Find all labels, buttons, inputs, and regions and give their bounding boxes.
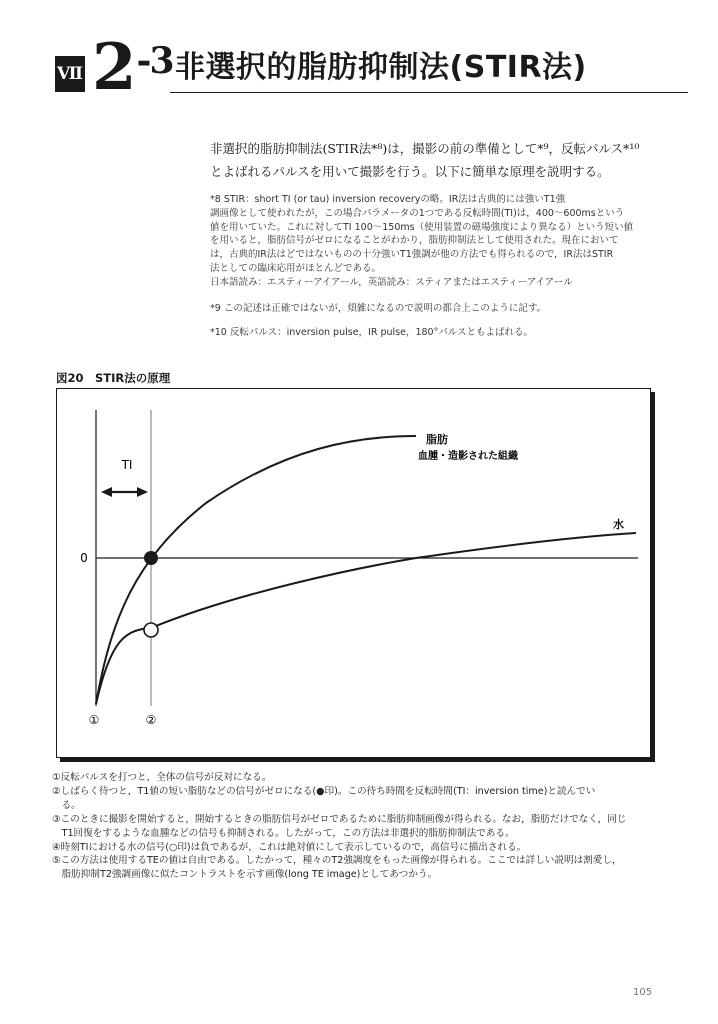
fat-curve-label: 脂肪 (426, 433, 448, 446)
zero-label: 0 (80, 551, 88, 565)
title-rule (170, 92, 688, 93)
water-point-icon (144, 623, 158, 637)
figure-captions: ①反転パルスを打つと，全体の信号が反対になる。 ②しばらく待つと，T1値の短い脂肪などの信号がゼロになる(●印)。この待ち時間を反転時間(TI：inversion time)と読んでい る。 ③このときに撮影を開始すると，開始するときの脂肪信号がゼロであるために脂肪抑制画像が得られる。なお，脂肪だけでなく，同じ T1回復をするような血腫などの信号も抑制される。したがって，この方法は非選択的脂肪抑制法である。 ④時刻TIにおける水の信号(○印)は負であるが，これは絶対値にして表示しているので，高信号に描出される。 ⑤この方法は使用するTEの値は自由である。したかって，種々のT2強調度をもった画像が得られる。ここでは詳しい説明は割愛し， 脂肪抑制T2強調画像に似たコントラストを示す画像(long TE image)としてあつかう。 (52, 772, 627, 881)
ti-arrow-right-head (137, 487, 148, 497)
intro-paragraph: 非選択的脂肪抑制法(STIR法*⁸)は，撮影の前の準備として*⁹，反転パルス*¹⁰ とよばれるパルスを用いて撮影を行う。以下に簡単な原理を説明する。 (210, 141, 640, 179)
water-curve (96, 533, 636, 704)
fat-curve (96, 436, 416, 704)
page-number: 105 (633, 987, 653, 998)
ti-label: TI (121, 458, 133, 472)
ti-arrow-left-head (101, 487, 112, 497)
marker-1: ① (88, 713, 100, 727)
footnote-8: *8 STIR：short TI (or tau) inversion recoveryの略。IR法は古典的には強いT1強 調画像として使われたが，この場合パラメータの1つである反転時間(TI)は，400～600msという 値を用いていた。これに対してTI 100～150ms（使用装置の磁場強度により異なる）という短い値 を用いると，脂肪信号がゼロになることがわかり，脂肪抑制法として使用された。現在において は，古典的IR法はどではないものの十分強いT1強調が他の方法でも得られるので，IR法はSTIR 法としての臨床応用がほとんどである。 日本語読み：エスティーアイアール，英語読み：スティアまたはエスティーアイアール (210, 194, 634, 288)
fat-null-point-icon (144, 551, 158, 565)
chapter-tab: Ⅶ (55, 56, 85, 92)
figure-label: 図20 STIR法の原理 (56, 371, 171, 385)
footnote-10: *10 反転パルス：inversion pulse，IR pulse，180°パルスともよばれる。 (210, 327, 534, 338)
footnote-9: *9 この記述は正確ではないが，煩雑になるので説明の都合上このように記す。 (210, 303, 547, 314)
marker-2: ② (145, 713, 157, 727)
section-number-main: 2 (92, 30, 135, 105)
water-curve-label: 水 (613, 518, 624, 531)
fat-curve-sublabel: 血腫・造影された組織 (418, 451, 518, 462)
section-number-sub: -3 (136, 40, 173, 82)
section-number (92, 30, 173, 105)
page-title: 非選択的脂肪抑制法(STIR法) (175, 50, 587, 85)
stir-diagram (56, 388, 650, 757)
